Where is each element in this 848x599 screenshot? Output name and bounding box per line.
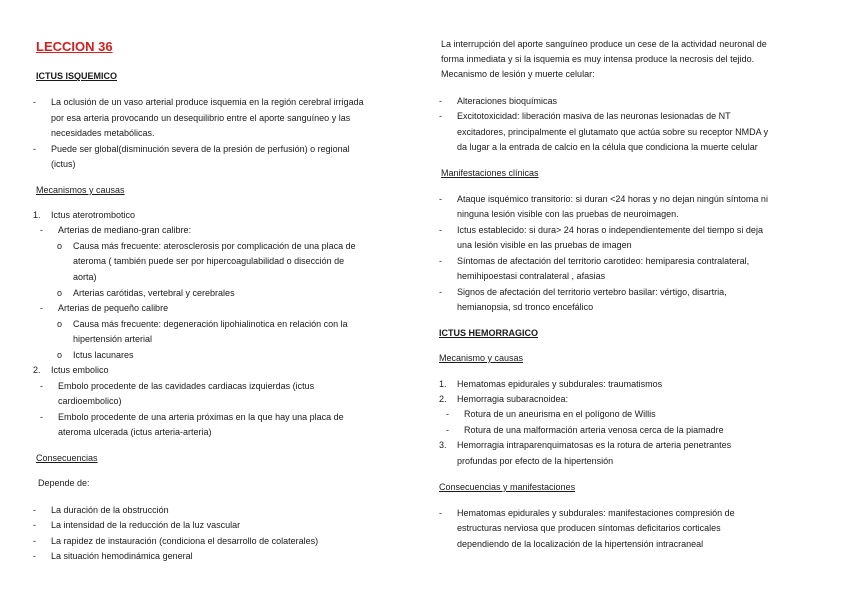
text-line: da lugar a la entrada de calcio en la célula que condiciona la muerte celular	[457, 142, 758, 152]
bullet-marker: -	[40, 381, 43, 391]
subheading-mecanismo: Mecanismo y causas	[439, 353, 524, 363]
subheading-consecuencias-manifestaciones: Consecuencias y manifestaciones	[439, 482, 576, 492]
text-line: hemihipoestasi contralateral , afasias	[457, 271, 606, 281]
bullet-marker: -	[33, 97, 36, 107]
text-line: La oclusión de un vaso arterial produce isquemia en la región cerebral irrigada	[51, 97, 364, 107]
text-line: (ictus)	[51, 159, 76, 169]
section-heading-ictus-isquemico: ICTUS ISQUEMICO	[36, 71, 118, 81]
text-line: Signos de afectación del territorio vertebro basilar: vértigo, disartria,	[457, 287, 727, 297]
bullet-marker: -	[446, 409, 449, 419]
bullet-marker: -	[33, 505, 36, 515]
subheading-manifestaciones: Manifestaciones clínicas	[441, 168, 539, 178]
subheading-consecuencias: Consecuencias	[36, 453, 98, 463]
bullet-marker: -	[439, 287, 442, 297]
text-line: Embolo procedente de una arteria próximas en la que hay una placa de	[58, 412, 344, 422]
text-line: Ictus establecido: si dura> 24 horas o independientemente del tiempo si deja	[457, 225, 763, 235]
text-line: Depende de:	[38, 478, 90, 488]
number-marker: 2.	[439, 394, 447, 404]
bullet-marker: -	[446, 425, 449, 435]
section-heading-ictus-hemorragico: ICTUS HEMORRAGICO	[439, 328, 538, 338]
lesson-title: LECCION 36	[36, 39, 113, 54]
text-line: Hemorragia intraparenquimatosas es la rotura de arteria penetrantes	[457, 440, 732, 450]
text-line: estructuras nerviosa que producen síntomas deficitarios corticales	[457, 523, 721, 533]
circle-marker: o	[57, 288, 63, 298]
text-line: forma inmediata y si la isquemia es muy intensa produce la necrosis del tejido.	[441, 54, 755, 64]
text-line: Síntomas de afectación del territorio carotideo: hemiparesia contralateral,	[457, 256, 750, 266]
text-line: Rotura de un aneurisma en el polígono de Willis	[464, 409, 656, 419]
text-line: hemianopsia, sd tronco encefálico	[457, 302, 594, 312]
number-marker: 1.	[33, 210, 41, 220]
text-line: Ataque isquémico transitorio: si duran <24 horas y no dejan ningún síntoma ni	[457, 194, 768, 204]
bullet-marker: -	[439, 111, 442, 121]
bullet-marker: -	[40, 225, 43, 235]
list-item: La situación hemodinámica general	[51, 551, 193, 561]
circle-marker: o	[57, 241, 63, 251]
text-line: Hemorragia subaracnoidea:	[457, 394, 569, 404]
bullet-marker: -	[40, 303, 43, 313]
text-line: Ictus aterotrombotico	[51, 210, 136, 220]
bullet-marker: -	[33, 144, 36, 154]
bullet-marker: -	[439, 225, 442, 235]
text-line: profundas por efecto de la hipertensión	[457, 456, 614, 466]
bullet-marker: -	[439, 508, 442, 518]
text-line: Arterias de pequeño calibre	[58, 303, 169, 313]
list-item: La duración de la obstrucción	[51, 505, 169, 515]
circle-marker: o	[57, 319, 63, 329]
text-line: Causa más frecuente: aterosclerosis por complicación de una placa de	[73, 241, 356, 251]
bullet-marker: -	[33, 551, 36, 561]
text-line: Arterias de mediano-gran calibre:	[58, 225, 192, 235]
text-line: necesidades metabólicas.	[51, 128, 155, 138]
text-line: La interrupción del aporte sanguíneo produce un cese de la actividad neuronal de	[441, 39, 767, 49]
bullet-marker: -	[40, 412, 43, 422]
number-marker: 3.	[439, 440, 447, 450]
subheading-mecanismos: Mecanismos y causas	[36, 185, 125, 195]
text-line: por esa arteria provocando un desequilibrio entre el aporte sanguíneo y las	[51, 113, 351, 123]
text-line: Causa más frecuente: degeneración lipohialinotica en relación con la	[73, 319, 348, 329]
text-line: ninguna lesión visible con las pruebas de neuroimagen.	[457, 209, 679, 219]
number-marker: 1.	[439, 379, 447, 389]
bullet-marker: -	[33, 520, 36, 530]
text-line: Mecanismo de lesión y muerte celular:	[441, 69, 595, 79]
text-line: hipertensión arterial	[73, 334, 153, 344]
text-line: dependiendo de la localización de la hipertensión intracraneal	[457, 539, 704, 549]
text-line: Ictus lacunares	[73, 350, 134, 360]
text-line: ateroma ulcerada (ictus arteria-arteria)	[58, 427, 212, 437]
bullet-marker: -	[439, 256, 442, 266]
text-line: Hematomas epidurales y subdurales: traumatismos	[457, 379, 663, 389]
text-line: una lesión visible en las pruebas de imagen	[457, 240, 632, 250]
text-line: Alteraciones bioquímicas	[457, 96, 558, 106]
list-item: La rapidez de instauración (condiciona el desarrollo de colaterales)	[51, 536, 319, 546]
text-line: Ictus embolico	[51, 365, 109, 375]
bullet-marker: -	[439, 194, 442, 204]
text-line: Excitotoxicidad: liberación masiva de las neuronas lesionadas de NT	[457, 111, 731, 121]
text-line: ateroma ( también puede ser por hipercoagulabilidad o disección de	[73, 256, 345, 266]
text-line: Rotura de una malformación arteria venosa cerca de la piamadre	[464, 425, 724, 435]
text-line: Arterias carótidas, vertebral y cerebrales	[73, 288, 235, 298]
list-item: La intensidad de la reducción de la luz vascular	[51, 520, 241, 530]
bullet-marker: -	[33, 536, 36, 546]
text-line: aorta)	[73, 272, 97, 282]
bullet-marker: -	[439, 96, 442, 106]
text-line: cardioembolico)	[58, 396, 122, 406]
text-line: excitadores, principalmente el glutamato que actúa sobre su receptor NMDA y	[457, 127, 769, 137]
text-line: Hematomas epidurales y subdurales: manifestaciones compresión de	[457, 508, 735, 518]
circle-marker: o	[57, 350, 63, 360]
text-line: Embolo procedente de las cavidades cardiacas izquierdas (ictus	[58, 381, 315, 391]
number-marker: 2.	[33, 365, 41, 375]
text-line: Puede ser global(disminución severa de la presión de perfusión) o regional	[51, 144, 350, 154]
